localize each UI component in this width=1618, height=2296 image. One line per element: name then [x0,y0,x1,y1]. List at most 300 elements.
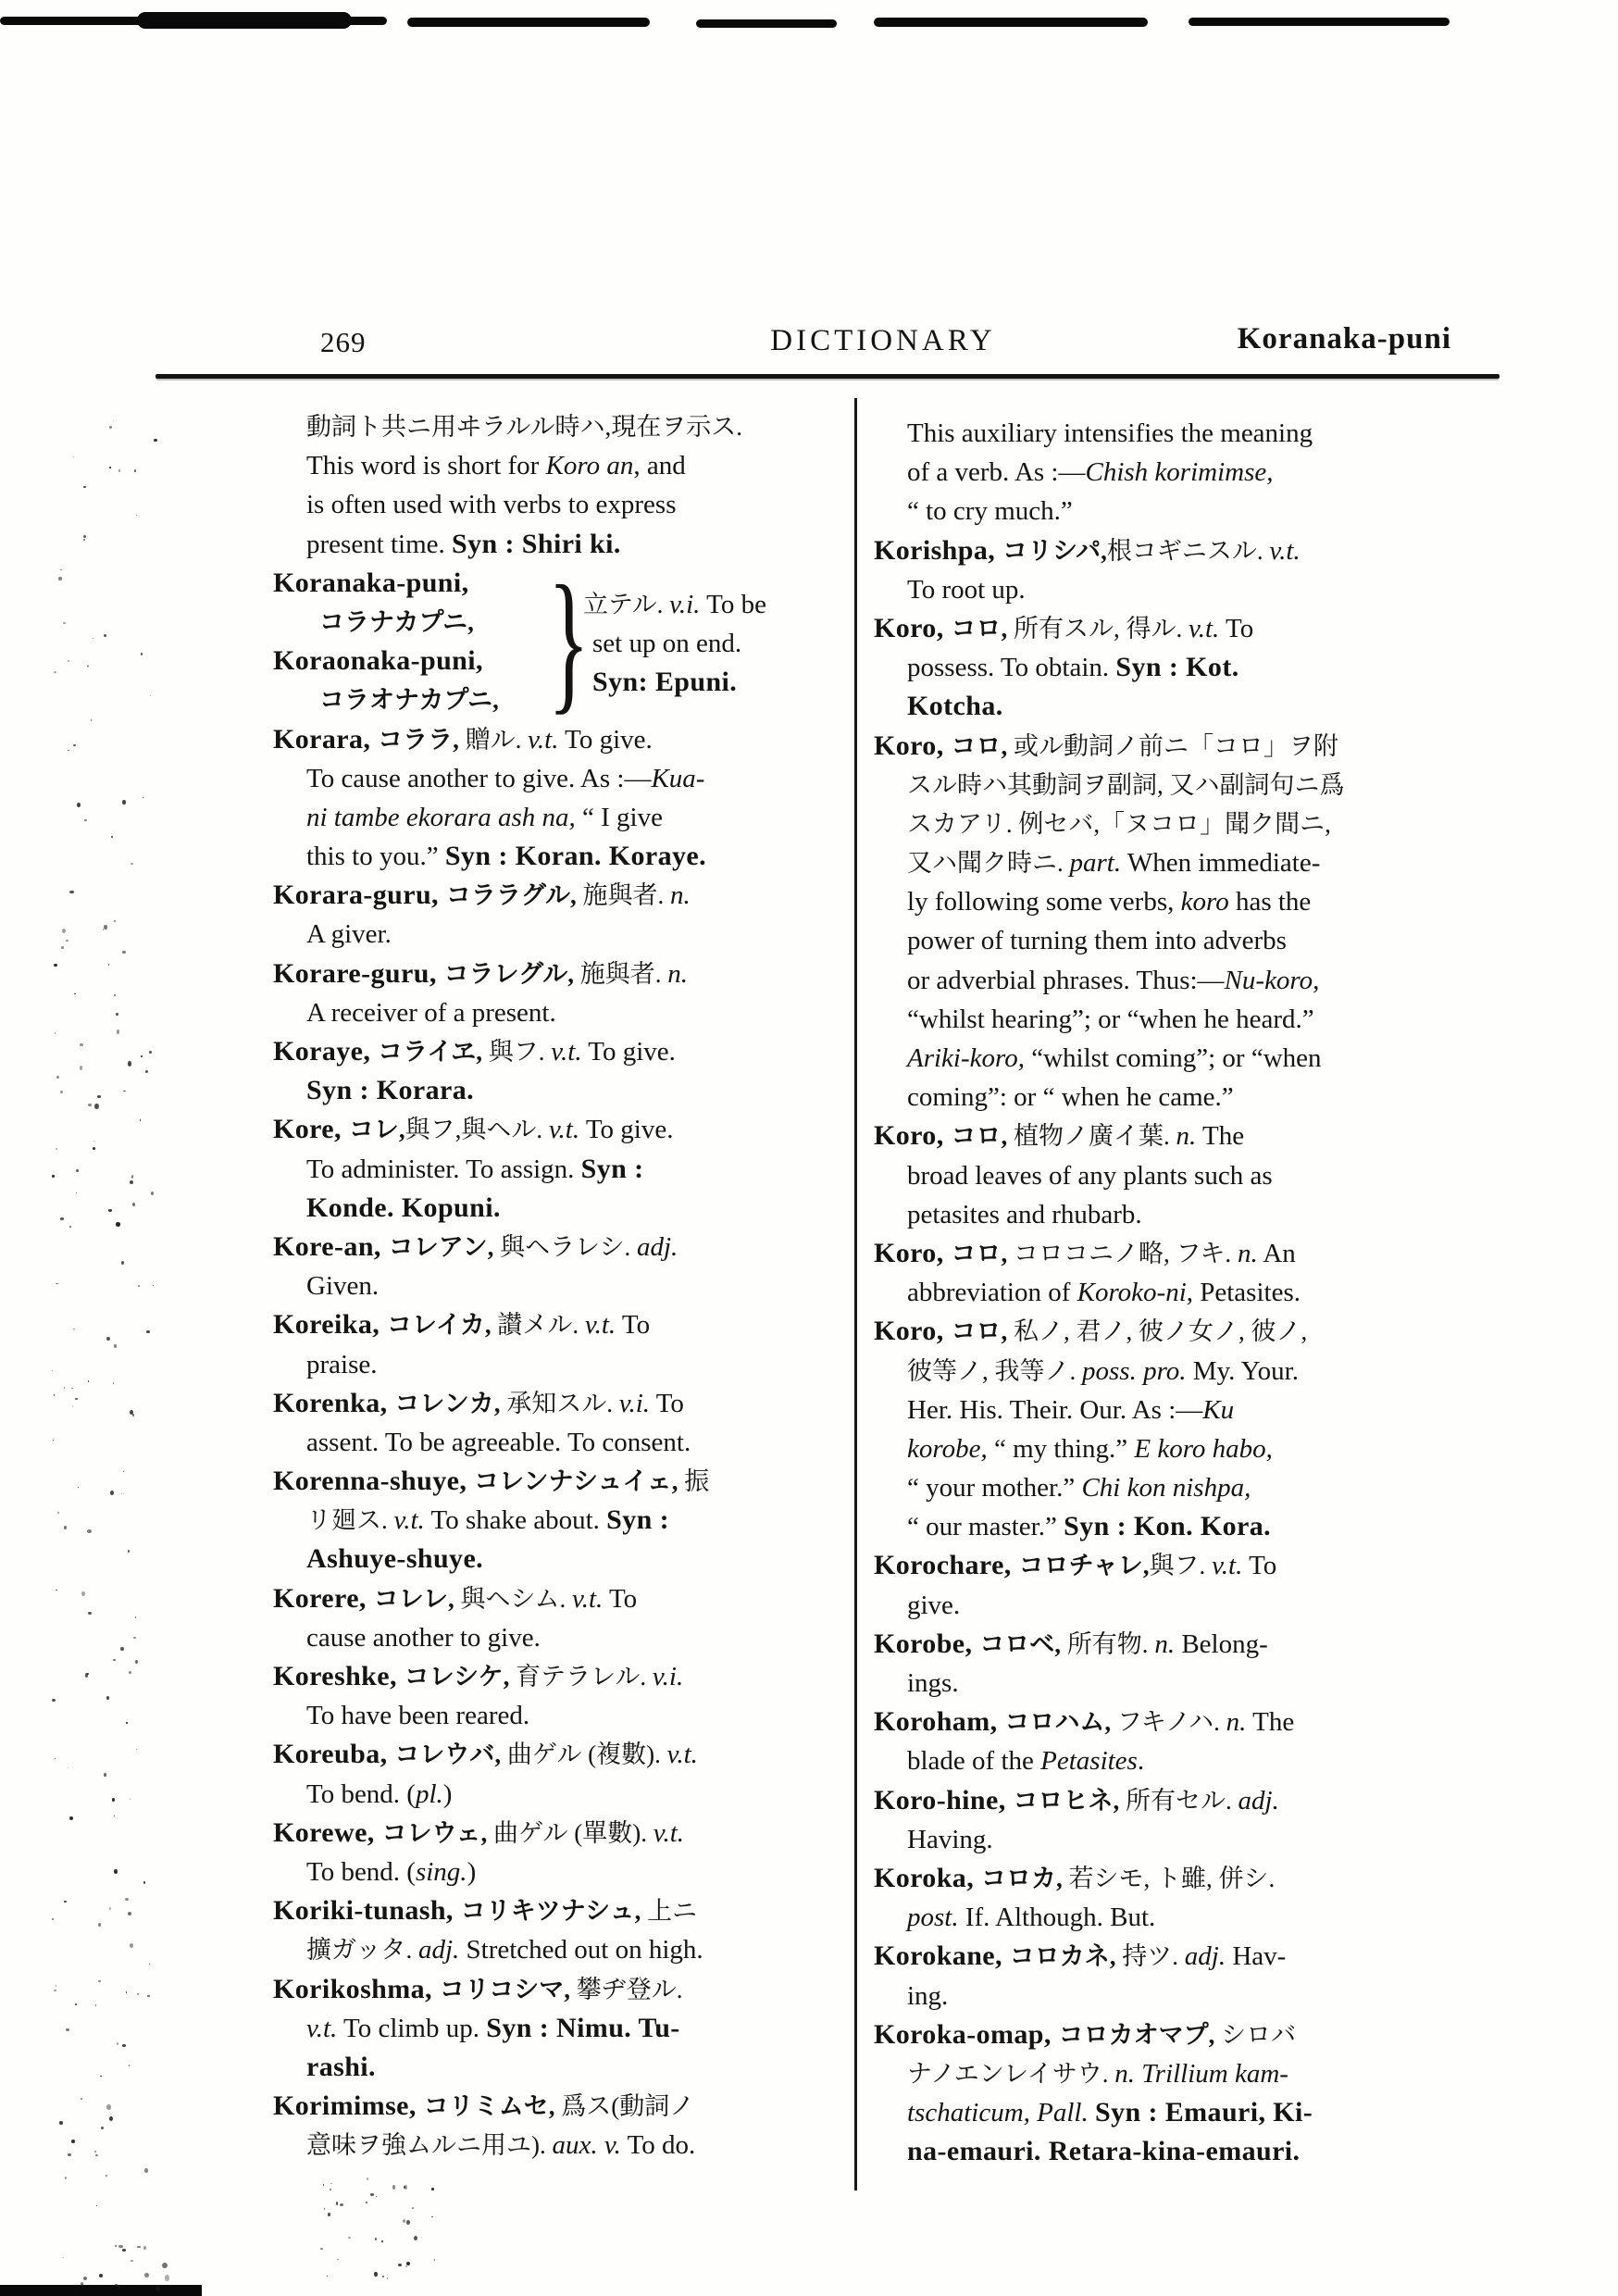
entry-line-right-segment: Koroham, [874,1706,1005,1738]
entry-line-right-segment: Korokane, [874,1940,1010,1972]
entry-line-left-segment: Given. [306,1271,380,1302]
entry-line-left-segment: Syn : Korara. [306,1075,475,1106]
scan-speck [138,1285,140,1286]
entry-line-right-segment: To root up. [907,574,1026,605]
scan-speck [56,1283,57,1285]
entry-line-right [874,843,1471,882]
scan-speck [113,1382,115,1384]
scan-speck [100,2076,102,2077]
entry-line-left-segment: v.t. [653,1817,685,1848]
entry-line-left-segment: Syn : Nimu. Tu- [486,2012,680,2043]
entry-line-left-segment: adj. [417,1935,460,1965]
scan-speck [144,2168,148,2173]
entry-line-right-segment: Hav- [1226,1941,1287,1972]
entry-line-right-segment: 私ノ, 君ノ, 彼ノ女ノ, 彼ノ, [1014,1317,1308,1346]
entry-line-left [273,2009,815,2048]
entry-line-left-segment: リ廻ス. [306,1506,394,1535]
entry-line-left-segment: コラナカプニ, [319,607,474,636]
scan-speck [103,929,105,930]
scan-speck [78,1487,79,1488]
entry-line-left [273,1618,815,1657]
entry-line-right-segment: Korochare, [874,1550,1019,1581]
scan-speck [145,1070,148,1073]
scan-speck [85,1673,89,1678]
entry-line-right-segment: 所有セル. [1126,1786,1238,1815]
entry-line-right-segment: Ku [1202,1394,1235,1425]
scan-speck [337,2259,339,2260]
scan-speck [149,1964,150,1965]
scan-speck [165,2275,169,2280]
entry-line-left-segment: 與フ. [488,1038,552,1066]
entry-line-right [874,1937,1471,1976]
entry-line-left-segment: 攀ヂ登ル. [576,1975,683,2003]
entry-line-right-segment: To [1219,613,1254,643]
entry-line-right [874,2054,1471,2093]
scan-speck [143,2246,146,2250]
entry-line-right-segment: petasites and rhubarb. [907,1199,1142,1229]
entry-line-left-segment: aux. v. [552,2130,621,2161]
entry-line-left-segment: コライヱ, [378,1038,489,1066]
scan-speck [135,1616,136,1618]
scan-speck [65,2177,67,2178]
scan-speck [121,1261,124,1265]
entry-line-right [874,1664,1471,1703]
entry-line-right-segment: adj. [1238,1785,1279,1816]
entry-line-left-segment: , and [633,451,686,481]
entry-line-right-segment: My. Your. [1186,1355,1299,1386]
entry-line-left-segment: this to you.” [306,842,445,872]
entry-line-right [874,961,1471,1000]
scan-speck [83,535,86,538]
entry-line-left-segment: Syn : Koran. Koraye. [444,841,707,872]
entry-line-right-segment: possess. To obtain. [907,653,1116,683]
entry-line-right-segment: This auxiliary intensifies the meaning [907,418,1313,448]
entry-line-right-segment: v.t. [1269,535,1301,566]
scan-smudge [137,12,352,29]
entry-line-right-segment: Koro, [874,612,952,643]
entry-line-right-segment: 與フ. [1149,1552,1213,1580]
scan-speck [405,2265,406,2267]
entry-line-left-segment: Koraonaka-puni, [273,645,483,677]
scan-speck [83,539,85,541]
entry-line-left-segment: 讃メル. [497,1311,585,1340]
scan-speck [141,1055,142,1056]
brace-definition-line [583,624,815,663]
scan-speck [56,1590,57,1591]
entry-line-right-segment: コロ, [951,614,1014,643]
scan-speck [55,1032,56,1034]
scan-speck [114,1344,117,1348]
entry-line-left-segment: Syn : [580,1153,644,1184]
scan-speck [108,964,110,966]
entry-line-left-segment: To bend. ( [306,1856,416,1887]
scan-speck [52,1918,55,1920]
entry-line-right-segment: フキノハ. [1116,1708,1226,1737]
scan-speck [60,1217,64,1221]
entry-line-left-segment: Ashuye-shuye. [306,1543,484,1575]
entry-line-left [273,1305,815,1344]
scan-bar [0,2285,202,2296]
scan-speck [69,1816,73,1820]
entry-line-right-segment: blade of the [907,1746,1041,1777]
entry-line-left [273,1540,815,1578]
scan-speck [52,1699,56,1702]
entry-line-left [273,955,815,993]
entry-line-right-segment: コロ, [951,731,1014,760]
entry-line-left [273,1814,815,1853]
entry-line-left [273,525,815,564]
scan-speck [143,1881,145,1884]
entry-line-left-segment: To do. [620,2130,696,2161]
brace-definition-line-segment: Syn: Epuni. [592,667,738,698]
scan-speck [58,577,61,580]
entry-line-left-segment: Konde. Kopuni. [306,1192,501,1223]
scan-speck [404,2185,407,2189]
entry-line-right-segment: コロ, [951,1317,1014,1346]
scan-speck [398,2264,402,2266]
entry-line-right-segment: abbreviation of [907,1278,1077,1308]
entry-line-left-segment: 振 [684,1467,710,1496]
entry-line-right-segment: Belong- [1175,1628,1268,1659]
entry-line-right-segment: Nu-koro, [1224,965,1320,995]
entry-line-left-segment: コレアン, [388,1232,501,1261]
scan-speck [96,2205,97,2207]
scan-speck [74,993,75,994]
scan-speck [60,1091,62,1093]
scan-speck [88,1104,92,1107]
entry-line-right-segment: broad leaves of any plants such as [907,1160,1273,1191]
entry-line-left-segment: コラオナカプニ, [319,686,499,715]
entry-line-left-segment: To climb up. [337,2013,487,2043]
scan-speck [136,515,137,517]
entry-line-left-segment: v.t. [393,1505,425,1536]
entry-line-right-segment: 彼等ノ, 我等ノ. [907,1356,1082,1385]
scan-speck [104,1773,106,1777]
entry-line-left-segment: To shake about. [424,1505,607,1536]
entry-line-right-segment: Koroko-ni [1077,1278,1187,1308]
entry-line-right-segment: n. [1237,1238,1258,1268]
scan-speck [97,1095,101,1098]
entry-line-right-segment: n. [1154,1628,1176,1659]
entry-line-right [874,805,1471,843]
entry-line-left-segment: v.t. [571,1583,604,1614]
entry-line-left [273,1150,815,1189]
scan-speck [60,569,62,570]
scan-speck [94,1104,98,1109]
scan-speck [414,2236,417,2240]
entry-line-left-segment: To have been reared. [306,1701,530,1731]
entry-line-left [273,1579,815,1618]
scan-speck [162,2263,168,2268]
scan-speck [126,1722,128,1724]
scan-speck [126,1991,127,1993]
scan-speck [81,2282,83,2286]
scan-speck [76,1169,79,1173]
entry-line-left-segment: Kore, [273,1114,349,1145]
entry-line-right [874,1117,1471,1155]
scan-speck [115,2284,118,2287]
entry-line-left-segment: Koriki-tunash, [273,1895,461,1927]
scan-speck [136,1749,137,1750]
scan-speck [71,1388,72,1389]
scan-speck [117,1029,120,1034]
scan-speck [118,2245,123,2248]
scan-speck [151,1192,154,1195]
entry-line-right [874,882,1471,921]
scan-speck [328,2213,331,2216]
entry-line-right [874,531,1471,570]
entry-line-left-segment: v.t. [528,724,559,755]
entry-line-right-segment: n. [1226,1707,1247,1738]
entry-line-right-segment: v.t. [1212,1551,1243,1581]
entry-line-left [273,837,815,876]
entry-line-right [874,2015,1471,2054]
scan-speck [336,2202,339,2204]
entry-line-left [273,1657,815,1696]
scan-speck [147,1995,150,1997]
scan-speck [116,1222,119,1227]
scan-speck [104,925,107,929]
entry-line-left-segment: Korikoshma, [273,1973,440,2004]
scan-speck [406,2220,410,2225]
entry-line-left-segment: コララ, [378,725,466,754]
scan-speck [406,2262,410,2265]
entry-line-left-segment: 動詞ト共ニ用ヰラルル時ハ,現在ヲ示ス. [306,413,743,441]
scan-speck [59,2121,63,2125]
scan-speck [133,1637,136,1639]
entry-line-right [874,687,1471,726]
entry-line-left-segment: Koreika, [273,1309,388,1341]
entry-line-left [273,1853,815,1891]
entry-line-left-segment: “ I give [575,802,663,832]
entry-line-right-segment: v.t. [1189,613,1220,643]
entry-line-left-segment: コリミムセ, [423,2092,562,2121]
entry-line-right [874,2093,1471,2132]
entry-line-left-segment: Koro an [545,451,634,481]
brace-definition-line-segment: v.i. [669,590,701,619]
scan-speck [68,2153,71,2156]
right-column [874,414,1471,2171]
scan-speck [55,1758,56,1759]
entry-line-right-segment: コロ, [951,1122,1014,1151]
scan-speck [80,1066,82,1070]
entry-line-left-segment: コレンナシュイェ, [474,1467,685,1496]
scan-speck [387,2277,388,2278]
scan-speck [156,2286,159,2291]
scan-speck [122,800,126,805]
scan-speck [149,1051,151,1054]
entry-line-left [273,2126,815,2165]
entry-line-right [874,1586,1471,1625]
scan-speck [128,1061,131,1066]
entry-line-left [273,993,815,1032]
scan-speck [53,1440,54,1441]
entry-line-left-segment: コレレ, [373,1584,461,1613]
scan-speck [93,1147,95,1151]
entry-line-left [273,1775,815,1814]
entry-line-left-segment: To give. [558,724,653,755]
entry-line-left-segment: コレ, [348,1116,405,1144]
scan-speck [117,2042,119,2045]
scan-speck [93,1141,94,1142]
entry-line-right-segment: When immediate- [1121,848,1321,879]
entry-brace: } [548,554,590,728]
entry-line-right [874,727,1471,766]
entry-line-left-segment: To [616,1310,651,1341]
entry-line-left-segment: Korimimse, [273,2090,424,2122]
entry-line-right [874,1703,1471,1741]
entry-line-right-segment: Having. [907,1824,993,1854]
entry-line-left-segment: A giver. [306,919,392,950]
entry-line-left-segment: Korere, [273,1582,374,1614]
entry-line-right-segment: give. [907,1590,961,1620]
entry-line-right-segment: n. [1176,1121,1197,1152]
entry-line-left [273,1110,815,1149]
scan-speck [63,622,66,624]
scan-speck [54,1394,56,1396]
entry-line-left-segment: 施與者. [582,881,671,910]
entry-line-left [273,407,815,446]
column-divider [854,398,857,2190]
entry-line-left [273,1970,815,2009]
scan-speck [327,2276,328,2277]
entry-line-left-segment: n. [670,880,691,911]
entry-line-left-segment: 與ヘラレシ. [500,1232,637,1261]
entry-line-left-segment: ni tambe ekorara ash na, [306,802,576,832]
scan-speck [434,2259,435,2261]
entry-line-right [874,609,1471,648]
scan-speck [431,2188,434,2190]
entry-line-right [874,1078,1471,1117]
scan-speck [81,1591,84,1596]
entry-line-left [273,720,815,759]
scan-speck [129,1671,131,1674]
entry-line-right-segment: has the [1228,887,1312,917]
entry-line-left-segment: Koreshke, [273,1661,404,1691]
entry-line-left [273,1032,815,1071]
entry-line-right-segment: “whilst hearing”; or “when he heard.” [907,1004,1314,1034]
scan-speck [132,1203,135,1206]
entry-line-left-segment: 爲ス(動詞ノ [561,2092,695,2121]
entry-line-left [273,876,815,915]
entry-line-left [273,1735,815,1774]
scan-speck [98,1923,101,1927]
entry-line-left-segment: is often used with verbs to express [306,490,677,520]
entry-line-right-segment: “ our master.” [907,1512,1064,1542]
entry-line-right [874,414,1471,453]
scan-speck [330,2183,332,2184]
scan-speck [125,1898,129,1901]
scan-speck [153,1285,154,1287]
entry-line-right-segment: tschaticum, Pall. [907,2098,1089,2128]
entry-line-right-segment: Petasites [1040,1746,1138,1777]
entry-line-left-segment: v.t. [666,1740,698,1770]
entry-line-left-segment: v.t. [584,1310,616,1341]
entry-line-right-segment: An [1257,1238,1296,1268]
entry-line-right [874,1195,1471,1234]
entry-line-left-segment: present time. [306,529,453,559]
scan-speck [374,2272,378,2277]
scan-speck [106,2175,107,2177]
entry-line-right-segment: . [1137,1746,1145,1777]
scan-speck [131,2260,132,2263]
entry-line-left-segment: Syn : Shiri ki. [452,528,621,559]
entry-line-right-segment: コロチャレ, [1018,1552,1150,1580]
entry-line-left-segment: Korewe, [273,1816,382,1848]
scan-speck [143,797,144,799]
entry-line-left-segment: コレンカ, [394,1389,507,1417]
entry-line-left-segment: To administer. To assign. [306,1154,581,1184]
entry-line-right [874,1429,1471,1468]
entry-line-right-segment: Chish korimimse, [1085,457,1274,488]
scan-speck [370,2193,374,2196]
brace-definition-line-segment: set up on end. [592,629,742,659]
entry-line-left-segment: rashi. [306,2051,376,2082]
entry-line-right-segment: Koro, [874,1316,952,1347]
entry-line-right-segment: コロカネ, [1009,1942,1123,1971]
entry-line-right [874,492,1471,530]
entry-line-right [874,1859,1471,1898]
scan-speck [122,951,126,954]
entry-line-left-segment: コレシケ, [404,1663,517,1691]
entry-line-right [874,1039,1471,1078]
entry-line-right [874,1507,1471,1546]
entry-line-right-segment: Kotcha. [907,691,1003,722]
scan-speck [113,1659,116,1662]
entry-line-right [874,1468,1471,1507]
entry-line-right-segment: E koro habo, [1134,1433,1273,1464]
entry-line-right-segment: na-emauri. Retara-kina-emauri. [907,2136,1301,2167]
entry-line-left-segment: 意味ヲ強ムルニ用ユ). [306,2131,553,2160]
entry-line-right-segment: n. [1114,2058,1135,2089]
entry-line-right-segment: “ my thing.” [987,1433,1135,1464]
scan-speck [114,994,117,996]
scan-speck [114,1816,115,1817]
scan-speck [62,929,66,933]
scan-speck [63,2257,65,2258]
entry-line-left-segment: コリコシマ, [439,1975,577,2003]
entry-line-right [874,1391,1471,1429]
entry-line-left-segment: コリキツナシュ, [460,1897,648,1926]
entry-line-left-segment: To [603,1583,638,1614]
entry-line-left-segment: To [650,1388,684,1418]
entry-line-right-segment: Ariki-koro, [907,1043,1025,1073]
entry-line-right-segment: Koro, [874,730,952,761]
scan-speck [123,1091,126,1092]
scan-speck [116,1013,118,1016]
entry-line-right-segment: Koro, [874,1120,952,1152]
brace-definition-line [583,585,815,624]
entry-line-right [874,1820,1471,1859]
entry-line-right [874,1781,1471,1820]
scan-smudge [407,18,650,27]
entry-line-right-segment [1089,2098,1095,2128]
entry-line-left [273,1696,815,1735]
entry-line-right-segment: ings. [907,1668,959,1698]
scan-speck [54,964,57,967]
scan-speck [109,2116,113,2121]
page-title: DICTIONARY [770,324,996,357]
entry-line-left-segment: Koraye, [273,1036,379,1067]
entry-line-right-segment: Korishpa, [874,534,1003,566]
entry-line-left-segment: v.t. [548,1115,580,1145]
entry-line-left [273,1228,815,1267]
entry-line-right [874,1625,1471,1664]
entry-line-left-segment: v.i. [652,1662,684,1691]
scan-speck [88,1612,92,1615]
scan-speck [87,1529,91,1533]
entry-line-left-segment: Korenka, [273,1387,395,1418]
